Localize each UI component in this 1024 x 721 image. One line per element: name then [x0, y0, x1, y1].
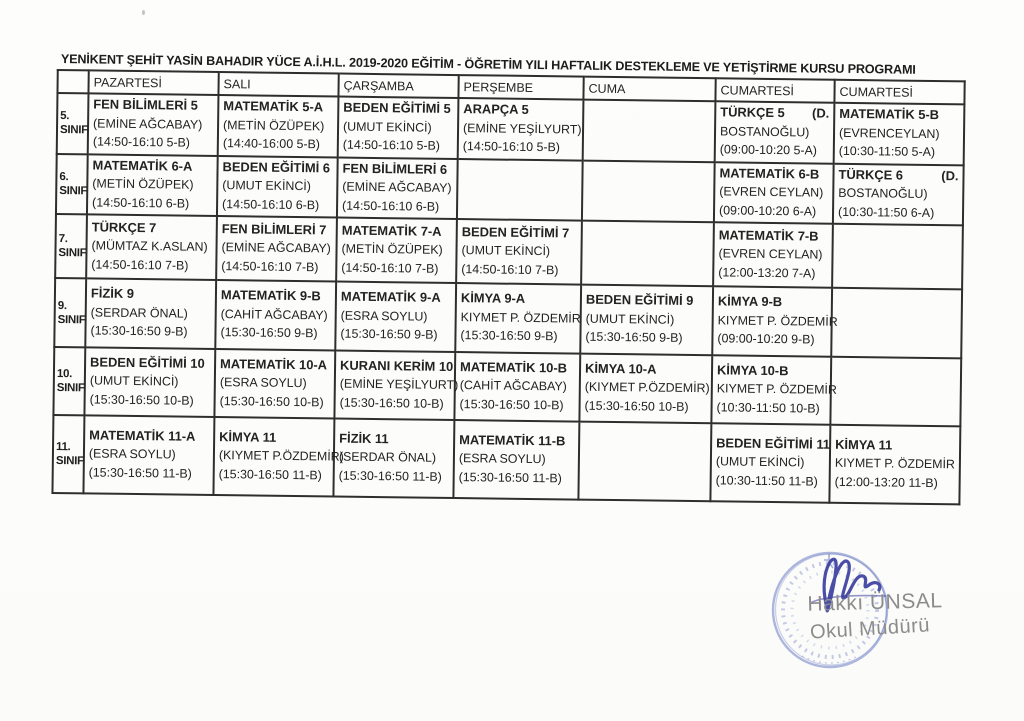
lesson-cell — [88, 93, 219, 155]
grade-row — [55, 214, 963, 289]
course-name: BEDEN EĞİTİMİ 9 — [585, 291, 694, 309]
time-slot: (15:30-16:50 9-B) — [460, 328, 558, 344]
teacher-name: (KIYMET P.ÖZDEMİR) — [584, 379, 710, 396]
lesson-cell — [711, 355, 837, 424]
time-slot: (10:30-11:50 5-A) — [838, 143, 936, 160]
grade-row — [52, 415, 960, 504]
teacher-name: KIYMET P. ÖZDEMİR — [716, 381, 837, 398]
day-header: PAZARTESİ — [88, 70, 218, 95]
course-name: FEN BİLİMLERİ 7 — [221, 220, 327, 238]
teacher-name: (UMUT EKİNCİ) — [461, 243, 551, 259]
lesson-cell — [713, 222, 833, 287]
time-slot: (14:50-16:10 6-B) — [222, 196, 320, 212]
course-name: BEDEN EĞİTİMİ 11 — [716, 435, 831, 452]
lesson-cell — [336, 218, 457, 284]
course-name: FEN BİLİMLERİ 6 — [342, 160, 448, 177]
time-slot: (09:00-10:20 6-A) — [718, 202, 817, 219]
teacher-name: (METİN ÖZÜPEK) — [92, 176, 194, 192]
time-slot: (15:30-16:50 10-B) — [584, 398, 689, 414]
time-slot: (14:50-16:10 7-B) — [91, 257, 189, 273]
course-name: TÜRKÇE 7 — [91, 219, 157, 236]
course-name: KİMYA 9-A — [460, 290, 526, 307]
time-slot: (12:00-13:20 7-A) — [718, 265, 816, 281]
empty-cell — [831, 288, 962, 359]
course-name: MATEMATİK 6-B — [719, 164, 820, 182]
time-slot: (14:50-16:10 7-B) — [461, 261, 559, 278]
teacher-name: (EMİNE YEŞİLYURT) — [339, 376, 459, 393]
teacher-name: (UMUT EKİNCİ) — [585, 311, 675, 327]
time-slot: (09:00-10:20 9-B) — [717, 331, 815, 347]
teacher-name: (UMUT EKİNCİ) — [343, 119, 432, 135]
teacher-name: (ESRA SOYLU) — [219, 375, 307, 391]
day-header: SALI — [218, 72, 338, 97]
course-name: MATEMATİK 7-B — [718, 227, 819, 244]
page-title: YENİKENT ŞEHİT YASİN BAHADIR YÜCE A.İ.H.L. 2019-2020 EĞİTİM - ÖĞRETİM YILI HAFTALIK DESTEKLEME VE YETİŞTİRME KURSU PROGRAMI — [60, 52, 916, 77]
time-slot: (10:30-11:50 11-B) — [715, 473, 818, 489]
lesson-cell — [337, 157, 458, 219]
lesson-cell — [833, 163, 964, 225]
time-slot: (14:50-16:10 5-B) — [462, 139, 561, 155]
grade-row — [57, 93, 965, 165]
teacher-name: (CAHİT AĞCABAY) — [220, 306, 328, 323]
teacher-name: KIYMET P. ÖZDEMİR — [834, 456, 956, 472]
course-name: ARAPÇA 5 — [463, 101, 529, 117]
teacher-name: (EMİNE AĞCABAY) — [93, 115, 203, 132]
lesson-cell — [829, 425, 960, 505]
teacher-name: BOSTANOĞLU) — [719, 123, 810, 139]
lesson-cell — [580, 285, 713, 356]
grade-label: 9. SINIF — [54, 278, 86, 347]
empty-cell — [830, 357, 961, 427]
teacher-name: (EVREN CEYLAN) — [718, 246, 823, 262]
course-name: FİZİK 11 — [339, 430, 389, 446]
teacher-name: (ESRA SOYLU) — [340, 308, 428, 324]
lesson-cell — [217, 156, 338, 218]
course-name: BEDEN EĞİTİMİ 6 — [222, 158, 331, 175]
lesson-cell — [214, 349, 335, 419]
lesson-cell — [333, 419, 454, 499]
course-name: MATEMATİK 11-A — [89, 427, 196, 444]
principal-name: Hakkı ÜNSAL — [807, 589, 943, 616]
lesson-cell — [216, 216, 337, 282]
lesson-cell — [85, 278, 216, 349]
teacher-name: (KIYMET P.ÖZDEMİR) — [218, 448, 344, 464]
lesson-cell — [715, 101, 835, 163]
course-name: BEDEN EĞİTİMİ 7 — [461, 223, 570, 241]
day-header: ÇARŞAMBA — [338, 74, 458, 99]
course-name: TÜRKÇE 5 (D. — [720, 104, 830, 121]
scan-artifact — [142, 10, 145, 15]
time-slot: (15:30-16:50 9-B) — [90, 323, 188, 339]
lesson-cell — [215, 280, 336, 351]
course-name: MATEMATİK 9-A — [340, 288, 441, 306]
teacher-name: (UMUT EKİNCİ) — [715, 454, 805, 470]
course-name: MATEMATİK 6-A — [92, 156, 193, 174]
time-slot: (14:50-16:10 6-B) — [92, 194, 190, 211]
document-content — [51, 52, 968, 505]
course-name: BEDEN EĞİTİMİ 10 — [90, 354, 205, 371]
time-slot: (10:30-11:50 6-A) — [837, 204, 935, 220]
teacher-name: (EMİNE AĞCABAY) — [342, 179, 452, 195]
time-slot: (15:30-16:50 11-B) — [218, 466, 322, 483]
lesson-cell — [712, 286, 838, 356]
teacher-name: KIYMET P. ÖZDEMİR — [717, 313, 838, 329]
teacher-name: (METİN ÖZÜPEK) — [223, 117, 325, 133]
course-name: KİMYA 11 — [835, 436, 893, 453]
time-slot: (15:30-16:50 10-B) — [339, 395, 444, 411]
course-name: FEN BİLİMLERİ 5 — [93, 96, 198, 113]
grade-row — [53, 347, 961, 426]
lesson-cell — [83, 415, 214, 495]
teacher-name: (ESRA SOYLU) — [458, 451, 546, 467]
teacher-name: (SERDAR ÖNAL) — [338, 449, 437, 466]
time-slot: (15:30-16:50 9-B) — [585, 329, 683, 346]
time-slot: (15:30-16:50 11-B) — [338, 468, 442, 484]
lesson-cell — [458, 98, 584, 160]
lesson-cell — [834, 103, 965, 165]
grade-label: 11. SINIF — [52, 415, 84, 493]
course-name: KİMYA 10-B — [716, 362, 789, 378]
principal-title: Okul Müdürü — [809, 614, 931, 644]
grade-row — [56, 154, 964, 226]
grade-label: 10. SINIF — [53, 347, 85, 415]
time-slot: (14:50-16:10 7-B) — [341, 260, 439, 276]
grade-label: 6. SINIF — [56, 154, 88, 215]
time-slot: (14:50-16:10 6-B) — [342, 198, 440, 214]
course-name: TÜRKÇE 6 (D. — [838, 166, 959, 183]
time-slot: (15:30-16:50 9-B) — [220, 325, 318, 341]
teacher-name: (EVREN CEYLAN) — [719, 184, 824, 200]
empty-cell — [457, 159, 583, 221]
course-name: MATEMATİK 10-B — [459, 358, 568, 376]
lesson-cell — [86, 214, 217, 280]
day-header: CUMA — [583, 77, 715, 102]
day-header: PERŞEMBE — [458, 75, 583, 100]
time-slot: (15:30-16:50 10-B) — [219, 393, 324, 410]
teacher-name: (SERDAR ÖNAL) — [90, 305, 188, 321]
course-name: MATEMATİK 5-A — [223, 98, 324, 115]
teacher-name: (MÜMTAZ K.ASLAN) — [91, 238, 208, 255]
teacher-name: (METİN ÖZÜPEK) — [341, 241, 443, 258]
day-header: CUMARTESİ — [715, 78, 834, 102]
course-name: MATEMATİK 7-A — [341, 222, 442, 239]
course-name: MATEMATİK 9-B — [220, 287, 321, 304]
course-name: KİMYA 11 — [219, 428, 277, 445]
grade-label: 5. SINIF — [57, 93, 89, 154]
teacher-name: BOSTANOĞLU) — [838, 185, 928, 201]
lesson-cell — [454, 352, 580, 422]
time-slot: (15:30-16:50 11-B) — [88, 465, 192, 481]
lesson-cell — [84, 347, 215, 417]
teacher-name: KIYMET P. ÖZDEMİR — [460, 309, 581, 326]
time-slot: (14:50-16:10 7-B) — [221, 258, 319, 275]
teacher-name: (EMİNE YEŞİLYURT) — [462, 120, 582, 137]
lesson-cell — [338, 97, 459, 159]
time-slot: (14:50-16:10 5-B) — [92, 134, 191, 150]
course-name: KİMYA 9-B — [717, 293, 783, 310]
teacher-name: (EMİNE AĞCABAY) — [221, 240, 331, 256]
lesson-cell — [714, 162, 834, 224]
time-slot: (12:00-13:20 11-B) — [834, 474, 938, 490]
time-slot: (15:30-16:50 9-B) — [340, 326, 438, 343]
teacher-name: (UMUT EKİNCİ) — [222, 178, 311, 194]
lesson-cell — [453, 420, 579, 500]
empty-cell — [583, 100, 716, 162]
teacher-name: (ESRA SOYLU) — [88, 446, 176, 462]
teacher-name: (CAHİT AĞCABAY) — [459, 378, 567, 394]
time-slot: (15:30-16:50 10-B) — [89, 392, 194, 408]
signature-block — [742, 538, 1002, 698]
lesson-cell — [87, 154, 218, 216]
lesson-cell — [334, 351, 459, 421]
lesson-cell — [579, 354, 712, 424]
empty-cell — [578, 422, 711, 502]
lesson-cell — [218, 95, 339, 157]
course-name: KURANI KERİM 10 — [339, 357, 454, 374]
time-slot: (14:40-16:00 5-B) — [222, 136, 321, 152]
weekly-course-schedule-table — [51, 69, 965, 505]
empty-cell — [832, 224, 963, 290]
time-slot: (15:30-16:50 11-B) — [458, 469, 562, 486]
empty-cell — [582, 160, 715, 222]
course-name: MATEMATİK 10-A — [220, 355, 328, 373]
time-slot: (09:00-10:20 5-A) — [719, 142, 818, 158]
lesson-cell — [710, 423, 830, 502]
time-slot: (15:30-16:50 10-B) — [459, 396, 564, 413]
teacher-name: (EVRENCEYLAN) — [838, 125, 940, 141]
lesson-cell — [213, 417, 344, 497]
time-slot: (10:30-11:50 10-B) — [716, 400, 820, 416]
lesson-cell — [455, 283, 581, 354]
grade-column-header — [57, 70, 88, 93]
course-name: MATEMATİK 5-B — [839, 105, 940, 123]
course-name: KİMYA 10-A — [584, 360, 657, 377]
course-name: MATEMATİK 11-B — [459, 431, 566, 449]
grade-label: 7. SINIF — [55, 214, 87, 278]
grade-row — [54, 278, 962, 358]
time-slot: (14:50-16:10 5-B) — [342, 137, 441, 153]
course-name: FİZİK 9 — [90, 285, 135, 302]
lesson-cell — [335, 282, 456, 353]
day-header: CUMARTESİ — [834, 80, 964, 105]
empty-cell — [581, 221, 714, 287]
teacher-name: (UMUT EKİNCİ) — [89, 373, 179, 389]
lesson-cell — [456, 219, 582, 285]
course-name: BEDEN EĞİTİMİ 5 — [343, 99, 451, 116]
